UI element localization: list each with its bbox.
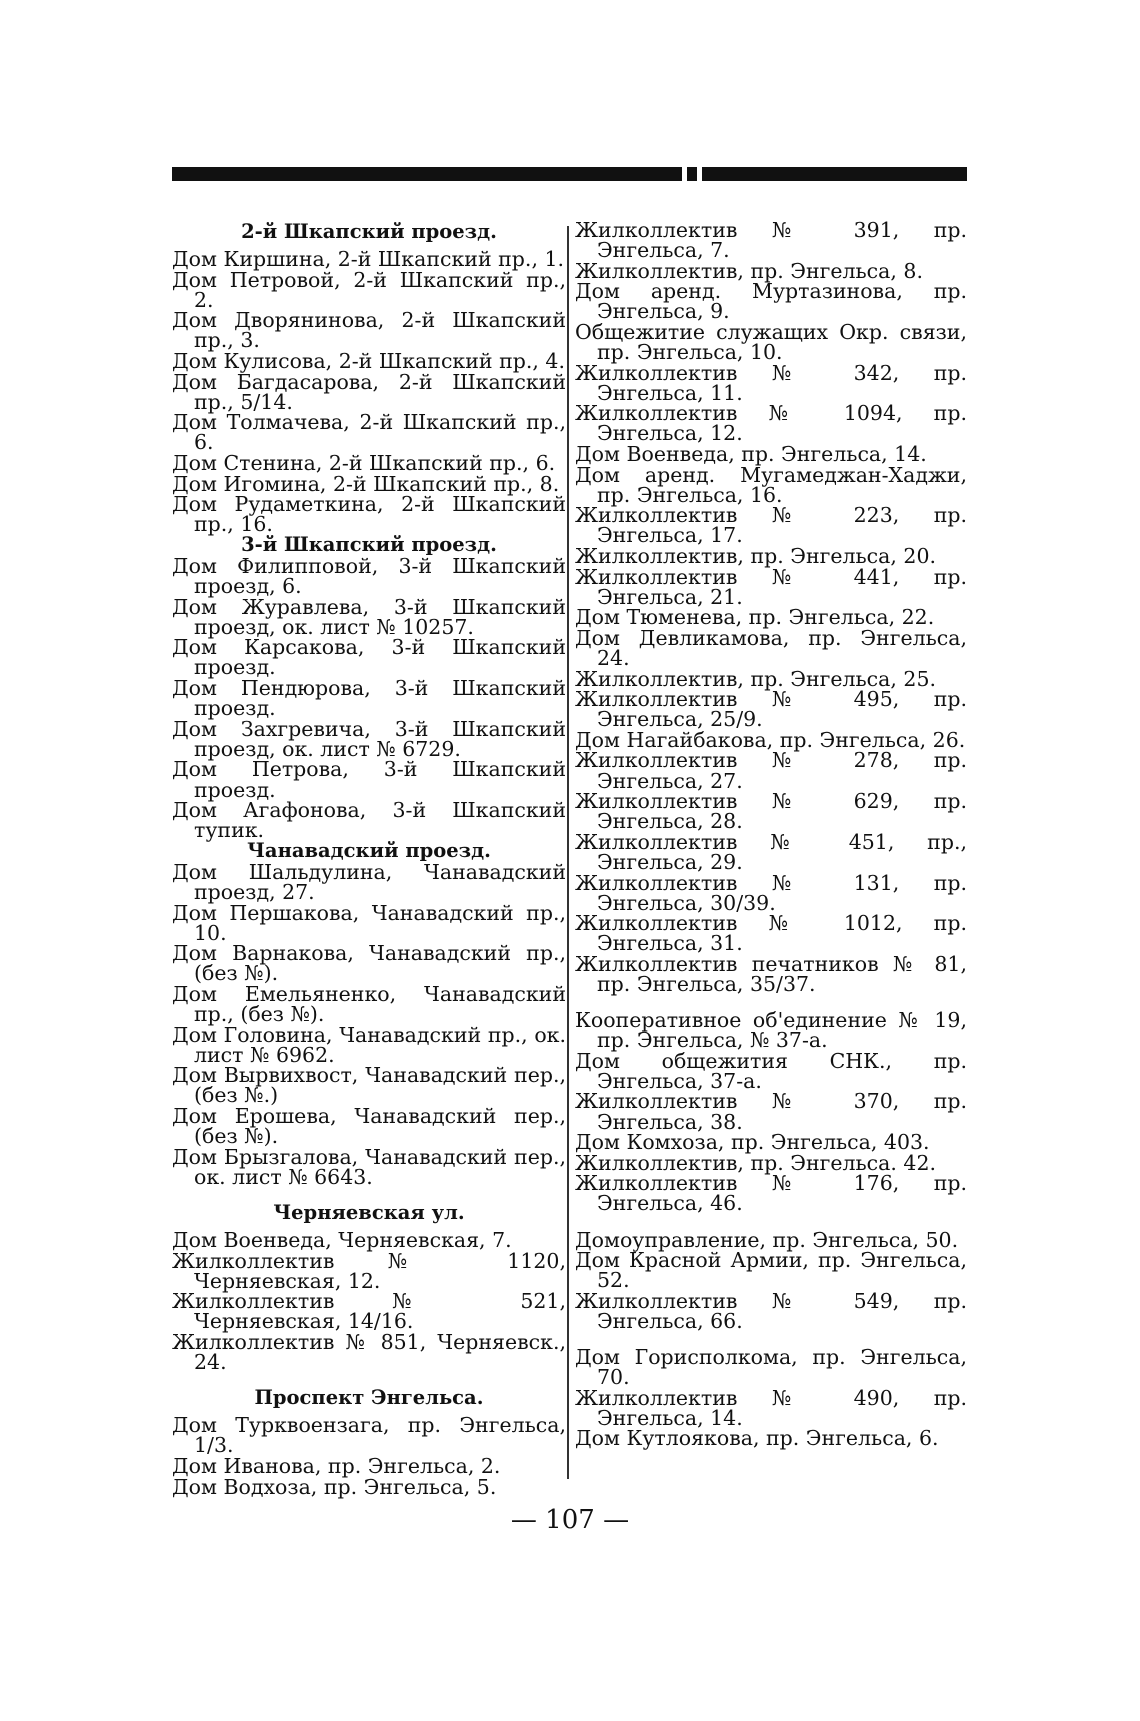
right-column [575, 220, 967, 1449]
directory-entry: Дом Рудаметкина, 2-й Шкапский пр., 16. [172, 492, 566, 537]
directory-entry: Дом Багдасарова, 2-й Шкапский пр., 5/14. [172, 369, 566, 414]
directory-entry: Дом Филипповой, 3-й Шкапский проезд, 6. [172, 554, 566, 599]
directory-entry: Дом аренд. Мугамеджан-Хаджи, пр. Энгельса, 16. [575, 462, 967, 507]
directory-entry: Дом Горисполкома, пр. Энгельса, 70. [575, 1344, 967, 1390]
directory-entry: Дом Турквоензага, пр. Энгельса, 1/3. [172, 1413, 566, 1458]
directory-entry: Дом Першакова, Чанавадский пр., 10. [172, 900, 566, 945]
directory-entry: Дом Толмачева, 2-й Шкапский пр., 6. [172, 410, 566, 455]
directory-entry: Дом Пендюрова, 3-й Шкапский проезд. [172, 676, 566, 721]
directory-entry: Жилколлектив № 521, Черняевская, 14/16. [172, 1289, 566, 1334]
directory-entry: Дом Дворянинова, 2-й Шкапский пр., 3. [172, 308, 566, 353]
page-number: — 107 — [510, 1505, 630, 1535]
directory-entry: Дом Емельяненко, Чанавадский пр., (без №). [172, 981, 566, 1027]
directory-entry: Жилколлектив № 131, пр. Энгельса, 30/39. [575, 870, 967, 915]
section-heading: 3-й Шкапский проезд. [241, 532, 497, 556]
directory-entry: Дом Агафонова, 3-й Шкапский тупик. [172, 798, 566, 843]
directory-entry: Дом Карсакова, 3-й Шкапский проезд. [172, 635, 566, 680]
directory-entry: Жилколлектив № 223, пр. Энгельса, 17. [575, 503, 967, 548]
directory-entry: Дом Красной Армии, пр. Энгельса, 52. [575, 1248, 967, 1293]
directory-entry: Жилколлектив № 176, пр. Энгельса, 46. [575, 1171, 967, 1216]
section-heading: Чанавадский проезд. [247, 838, 491, 862]
header-rule-mark [687, 167, 697, 181]
directory-entry: Дом Кулисова, 2-й Шкапский пр., 4. [172, 349, 565, 374]
directory-entry: Дом Брызгалова, Чанавадский пер., ок. лист № 6643. [172, 1144, 566, 1189]
section-heading: Проспект Энгельса. [254, 1386, 484, 1410]
directory-entry: Дом Девликамова, пр. Энгельса, 24. [575, 625, 967, 670]
directory-entry: Общежитие служащих Окр. связи, пр. Энгельса, 10. [575, 319, 967, 365]
header-rule-right [702, 167, 967, 181]
directory-entry: Жилколлектив № 441, пр. Энгельса, 21. [575, 564, 967, 609]
directory-entry: Кооперативное об'единение № 19, пр. Энгельса, № 37-а. [575, 1008, 967, 1053]
directory-entry: Жилколлектив № 490, пр. Энгельса, 14. [575, 1385, 967, 1430]
directory-entry: Жилколлектив № 851, Черняевск., 24. [172, 1329, 566, 1375]
directory-entry: Жилколлектив № 278, пр. Энгельса, 27. [575, 748, 967, 793]
directory-entry: Жилколлектив, пр. Энгельса. 42. [575, 1150, 937, 1175]
directory-entry: Дом Головина, Чанавадский пр., ок. лист № 6962. [172, 1022, 566, 1067]
directory-entry: Дом Киршина, 2-й Шкапский пр., 1. [172, 247, 565, 272]
directory-entry: Дом Петровой, 2-й Шкапский пр., 2. [172, 267, 566, 312]
directory-entry: Жилколлектив, пр. Энгельса, 8. [575, 258, 923, 283]
directory-entry: Жилколлектив № 451, пр., Энгельса, 29. [575, 829, 967, 874]
directory-entry: Дом Журавлева, 3-й Шкапский проезд, ок. лист № 10257. [172, 594, 566, 639]
section-heading: Черняевская ул. [273, 1200, 465, 1224]
directory-entry: Дом Нагайбакова, пр. Энгельса, 26. [575, 727, 966, 752]
directory-entry: Жилколлектив № 629, пр. Энгельса, 28. [575, 789, 967, 834]
left-column [172, 220, 566, 1497]
section-heading: 2-й Шкапский проезд. [241, 220, 497, 243]
directory-entry: Дом Шальдулина, Чанавадский проезд, 27. [172, 859, 566, 904]
directory-entry: Дом Ерошева, Чанавадский пер., (без №). [172, 1104, 566, 1149]
directory-entry: Жилколлектив № 1012, пр. Энгельса, 31. [575, 911, 967, 956]
directory-entry: Жилколлектив № 1120, Черняевская, 12. [172, 1248, 566, 1293]
directory-entry: Дом Захгревича, 3-й Шкапский проезд, ок. лист № 6729. [172, 716, 566, 761]
directory-entry: Дом Игомина, 2-й Шкапский пр., 8. [172, 471, 560, 496]
directory-entry: Жилколлектив, пр. Энгельса, 25. [575, 666, 937, 691]
directory-entry: Дом Комхоза, пр. Энгельса, 403. [575, 1130, 930, 1155]
directory-entry: Домоуправление, пр. Энгельса, 50. [575, 1227, 959, 1252]
directory-entry: Жилколлектив № 391, пр. Энгельса, 7. [575, 218, 967, 263]
directory-entry: Жилколлектив, пр. Энгельса, 20. [575, 544, 937, 568]
directory-entry: Дом Вырвихвост, Чанавадский пер., (без №.) [172, 1063, 566, 1108]
directory-entry: Жилколлектив № 549, пр. Энгельса, 66. [575, 1288, 967, 1333]
directory-entry: Жилколлектив печатников № 81, пр. Энгельса, 35/37. [575, 951, 967, 996]
directory-entry: Дом аренд. Муртазинова, пр. Энгельса, 9. [575, 279, 967, 324]
directory-entry: Дом Тюменева, пр. Энгельса, 22. [575, 605, 935, 630]
directory-entry: Дом общежития СНК., пр. Энгельса, 37-а. [575, 1048, 967, 1093]
directory-entry: Жилколлектив № 1094, пр. Энгельса, 12. [575, 401, 967, 446]
directory-entry: Дом Иванова, пр. Энгельса, 2. [172, 1453, 501, 1478]
directory-entry: Дом Военведа, Черняевская, 7. [172, 1228, 512, 1252]
directory-entry: Дом Варнакова, Чанавадский пр., (без №). [172, 941, 566, 986]
directory-entry: Дом Военведа, пр. Энгельса, 14. [575, 442, 927, 467]
directory-entry: Жилколлектив № 342, пр. Энгельса, 11. [575, 360, 967, 405]
header-rule-left [172, 167, 682, 181]
directory-entry: Жилколлектив № 370, пр. Энгельса, 38. [575, 1089, 967, 1134]
directory-entry: Жилколлектив № 495, пр. Энгельса, 25/9. [575, 687, 967, 732]
directory-entry: Дом Кутлоякова, пр. Энгельса, 6. [575, 1426, 939, 1451]
directory-entry: Дом Петрова, 3-й Шкапский проезд. [172, 757, 566, 802]
directory-entry: Дом Водхоза, пр. Энгельса, 5. [172, 1474, 497, 1499]
column-divider [567, 226, 569, 1479]
directory-entry: Дом Стенина, 2-й Шкапский пр., 6. [172, 451, 556, 476]
